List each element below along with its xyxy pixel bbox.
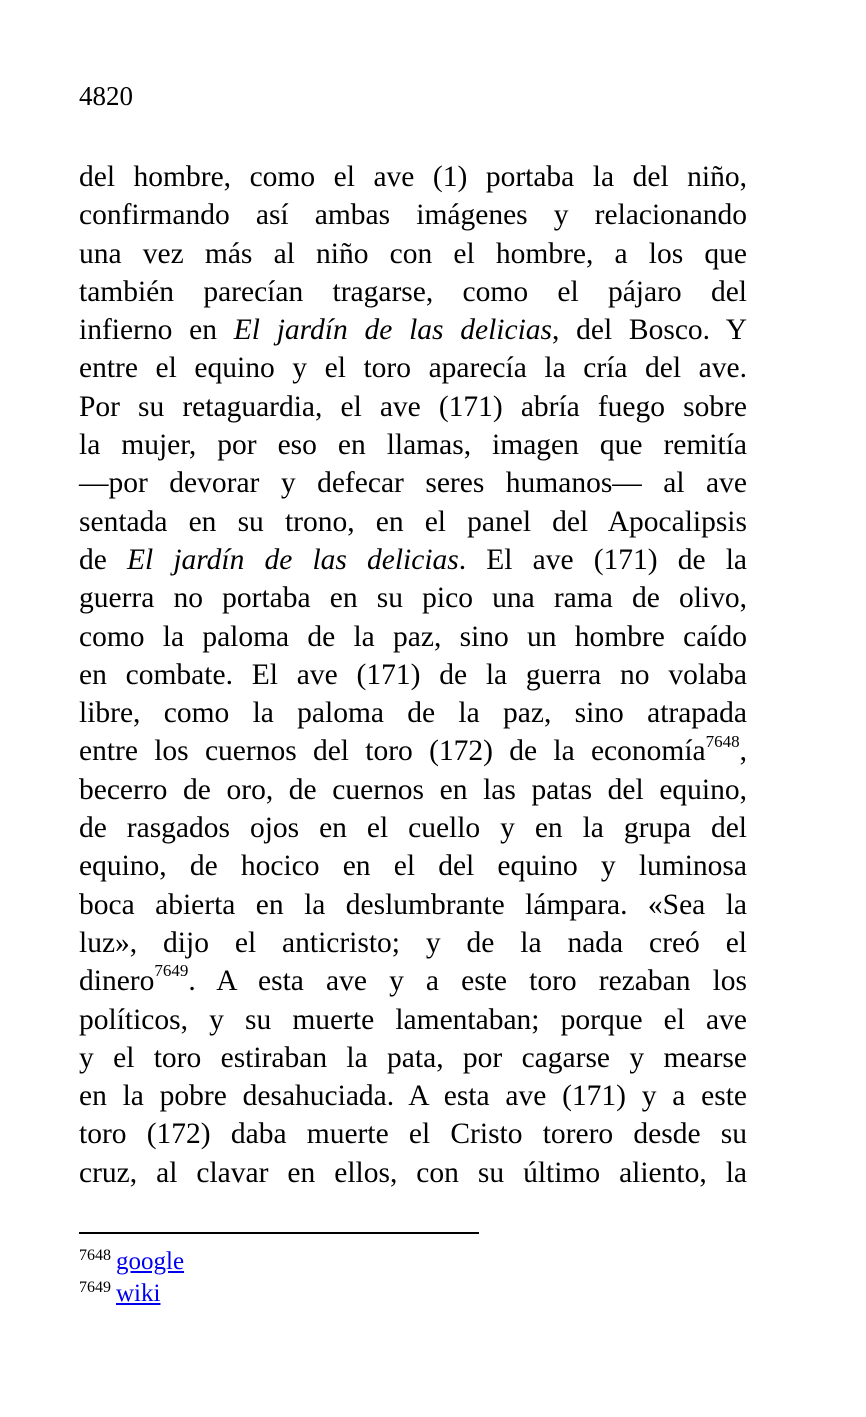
- text-line: también parecían tragarse, como el pájaro del: [79, 275, 747, 308]
- text-line: guerra no portaba en su pico una rama de olivo,: [79, 582, 747, 615]
- text-line: en combate. El ave (171) de la guerra no volaba: [79, 658, 747, 691]
- footnote-reference[interactable]: 7648: [705, 731, 740, 751]
- footnote-number: 7649: [79, 1278, 111, 1296]
- text-line: del hombre, como el ave (1) portaba la del niño,: [79, 161, 747, 193]
- text-line: —por devorar y defecar seres humanos— al ave: [79, 467, 747, 500]
- text-segment: , del Bosco. Y: [552, 314, 747, 347]
- footnotes: [79, 1246, 184, 1310]
- text-line: boca abierta en la deslumbrante lámpara. «Sea la: [79, 888, 747, 921]
- text-segment: infierno en: [79, 314, 234, 347]
- text-line: libre, como la paloma de la paz, sino atrapada: [79, 697, 747, 730]
- body-text: [79, 158, 747, 1192]
- text-line: Por su retaguardia, el ave (171) abría fuego sobre: [79, 390, 747, 423]
- text-line: [79, 732, 747, 770]
- text-line: políticos, y su muerte lamentaban; porque el ave: [79, 1003, 747, 1036]
- text-line: de rasgados ojos en el cuello y en la grupa del: [79, 812, 747, 845]
- footnote-7649: [79, 1278, 184, 1310]
- footnote-link-wiki[interactable]: wiki: [116, 1280, 161, 1307]
- text-segment: entre los cuernos del toro (172) de la economía: [79, 735, 706, 768]
- text-line: luz», dijo el anticristo; y de la nada creó el: [79, 926, 747, 959]
- text-line: en la pobre desahuciada. A esta ave (171) y a este: [79, 1080, 747, 1113]
- text-line: confirmando así ambas imágenes y relacionando: [79, 199, 747, 232]
- footnote-number: 7648: [79, 1246, 111, 1264]
- text-line: equino, de hocico en el del equino y luminosa: [79, 850, 747, 883]
- text-line: sentada en su trono, en el panel del Apocalipsis: [79, 505, 747, 538]
- text-line: [79, 541, 747, 579]
- text-segment: de: [79, 543, 127, 576]
- text-line: [79, 311, 747, 349]
- text-segment: . El ave (171) de la: [458, 543, 747, 576]
- artwork-title: El jardín de las delicias: [126, 543, 459, 576]
- footnote-link-google[interactable]: google: [116, 1248, 185, 1275]
- text-segment: ,: [739, 735, 747, 768]
- page-number: 4820: [79, 81, 133, 111]
- text-line: becerro de oro, de cuernos en las patas del equino,: [79, 773, 747, 806]
- text-line: cruz, al clavar en ellos, con su último aliento, la: [79, 1156, 747, 1189]
- footnote-reference[interactable]: 7649: [154, 961, 189, 981]
- footnote-separator: [79, 1232, 479, 1234]
- text-line: [79, 962, 747, 1000]
- text-segment: . A esta ave y a este toro rezaban los: [188, 965, 747, 998]
- text-line: toro (172) daba muerte el Cristo torero desde su: [79, 1118, 747, 1151]
- text-line: como la paloma de la paz, sino un hombre caído: [79, 620, 747, 653]
- text-line: la mujer, por eso en llamas, imagen que remitía: [79, 429, 747, 462]
- text-segment: dinero: [79, 965, 155, 998]
- footnote-7648: [79, 1246, 184, 1278]
- artwork-title: El jardín de las delicias: [233, 314, 552, 347]
- text-line: entre el equino y el toro aparecía la cría del ave.: [79, 352, 747, 385]
- text-line: y el toro estiraban la pata, por cagarse y mearse: [79, 1041, 747, 1074]
- text-line: una vez más al niño con el hombre, a los que: [79, 237, 747, 270]
